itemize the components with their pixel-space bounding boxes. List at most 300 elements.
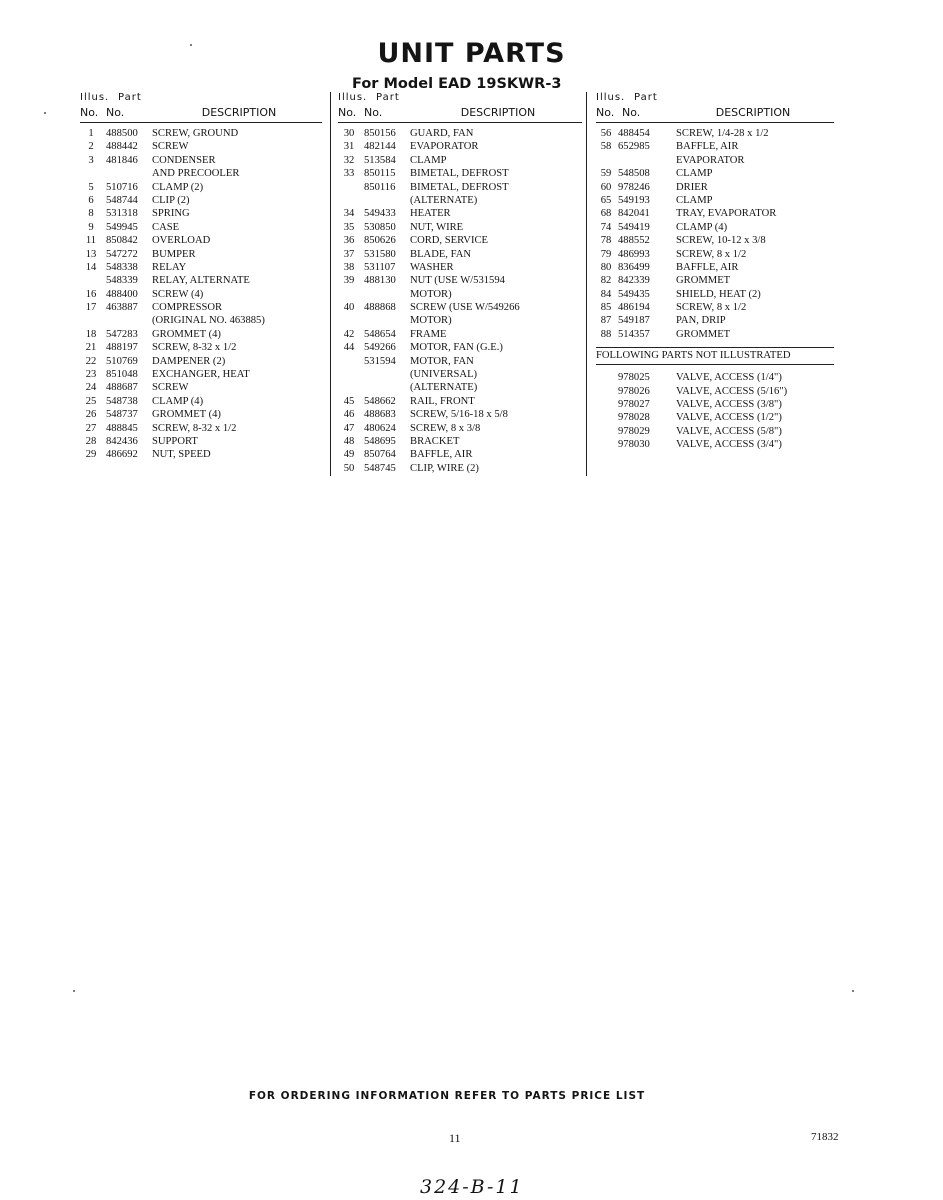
part-description: CLAMP	[676, 194, 713, 206]
part-description: GUARD, FAN	[410, 128, 474, 139]
part-row	[338, 140, 582, 153]
part-number: 488400	[106, 288, 138, 300]
illus-number	[338, 355, 360, 368]
parts-column-2	[338, 92, 582, 475]
part-number: 510716	[106, 181, 138, 193]
part-description: WASHER	[410, 261, 454, 273]
illus-number	[596, 385, 616, 398]
part-row	[338, 194, 582, 207]
description-label: DESCRIPTION	[715, 106, 791, 119]
part-description: CORD, SERVICE	[410, 235, 489, 247]
part-row	[596, 398, 834, 411]
illus-number: 17	[85, 302, 97, 314]
part-row	[596, 425, 834, 438]
part-description: GROMMET	[676, 275, 731, 287]
part-description: COMPRESSOR	[152, 302, 223, 314]
illus-number	[338, 194, 360, 207]
illus-number	[80, 314, 102, 327]
illus-number: 34	[343, 208, 355, 220]
part-number: 547272	[106, 248, 138, 260]
illus-number: 79	[600, 248, 612, 260]
part-description: EVAPORATOR	[410, 141, 479, 153]
part-row	[596, 328, 834, 341]
part-description: CASE	[152, 221, 180, 233]
illus-number: 39	[343, 275, 355, 287]
part-row	[338, 408, 582, 421]
illus-number: 36	[343, 235, 355, 247]
part-label: Part	[376, 92, 400, 103]
part-number: 488130	[364, 275, 396, 287]
illus-number: 24	[85, 382, 97, 394]
illus-number: 26	[85, 409, 97, 421]
part-row	[80, 167, 322, 180]
part-number	[616, 154, 676, 167]
column-header	[80, 104, 322, 123]
part-description: CLAMP (4)	[152, 395, 204, 407]
illus-number: 25	[85, 395, 97, 407]
part-number: 549433	[364, 208, 396, 220]
part-number: 549193	[618, 194, 650, 206]
part-number	[102, 167, 152, 180]
part-row	[596, 371, 834, 384]
illus-number: 18	[85, 328, 97, 340]
part-number: 548654	[364, 328, 396, 340]
illus-number: 84	[600, 288, 612, 300]
part-number: 486194	[618, 302, 650, 314]
part-row	[80, 328, 322, 341]
illus-number: 8	[88, 208, 94, 220]
part-description: CLAMP (4)	[676, 221, 728, 233]
part-number: 548737	[106, 409, 138, 421]
part-number: 488197	[106, 342, 138, 354]
illus-number: 14	[85, 261, 97, 273]
not-illustrated-heading: FOLLOWING PARTS NOT ILLUSTRATED	[596, 347, 834, 365]
part-description: MOTOR, FAN	[410, 355, 474, 367]
part-number	[360, 381, 410, 394]
illus-number: 35	[343, 221, 355, 233]
part-number: 549419	[618, 221, 650, 233]
illus-number	[596, 398, 616, 411]
part-description: CLIP (2)	[152, 194, 190, 206]
part-label: Part	[118, 92, 142, 103]
illus-number: 58	[600, 141, 612, 153]
part-description: NUT, WIRE	[410, 221, 464, 233]
part-row	[80, 448, 322, 461]
part-number: 547283	[106, 328, 138, 340]
part-row	[80, 234, 322, 247]
part-description: RELAY	[152, 261, 187, 273]
part-number: 463887	[106, 302, 138, 314]
part-number	[360, 368, 410, 381]
illus-number: 30	[343, 128, 355, 139]
part-description: CLAMP	[410, 154, 447, 166]
part-number: 851048	[106, 369, 138, 381]
part-number: 549945	[106, 221, 138, 233]
part-row	[596, 274, 834, 287]
part-number: 531594	[364, 355, 396, 367]
part-number: 488454	[618, 128, 650, 139]
part-description: SCREW (USE W/549266	[410, 302, 520, 314]
part-description: VALVE, ACCESS (5/16")	[676, 385, 788, 397]
column-header	[596, 104, 834, 123]
part-description: CLIP, WIRE (2)	[410, 462, 479, 474]
part-description: SCREW, 8 x 1/2	[676, 302, 747, 314]
parts-column-3	[596, 92, 834, 452]
part-description: BAFFLE, AIR	[410, 449, 473, 461]
part-row	[80, 395, 322, 408]
part-row	[338, 381, 582, 394]
part-description: SCREW, 8-32 x 1/2	[152, 422, 237, 434]
part-row	[596, 288, 834, 301]
part-row	[596, 261, 834, 274]
document-number: 71832	[811, 1131, 839, 1143]
part-description: SCREW, 1/4-28 x 1/2	[676, 128, 769, 139]
illus-no-label: No.	[596, 106, 615, 119]
part-description: GROMMET	[676, 328, 731, 340]
part-row	[596, 207, 834, 220]
part-number: 530850	[364, 221, 396, 233]
part-description: BIMETAL, DEFROST	[410, 168, 509, 180]
page-number: 11	[449, 1131, 461, 1145]
illus-number: 87	[600, 315, 612, 327]
part-number: 481846	[106, 154, 138, 166]
part-label: Part	[634, 92, 658, 103]
not-illustrated-list	[596, 371, 834, 451]
illus-number: 48	[343, 435, 355, 447]
part-number: 486993	[618, 248, 650, 260]
illus-number	[338, 314, 360, 327]
part-row	[338, 355, 582, 368]
part-description: BLADE, FAN	[410, 248, 472, 260]
part-description: NUT, SPEED	[152, 449, 211, 461]
part-row	[338, 248, 582, 261]
part-description: BUMPER	[152, 248, 196, 260]
part-row	[80, 248, 322, 261]
illus-number: 78	[600, 235, 612, 247]
part-number: 548745	[364, 462, 396, 474]
part-description: VALVE, ACCESS (1/4")	[676, 372, 782, 384]
part-number: 549266	[364, 342, 396, 354]
part-description: HEATER	[410, 208, 451, 220]
part-number	[360, 194, 410, 207]
parts-list	[596, 127, 834, 341]
part-description: SCREW, 8 x 1/2	[676, 248, 747, 260]
part-description: EVAPORATOR	[676, 154, 745, 166]
part-number: 548738	[106, 395, 138, 407]
part-description: SCREW (4)	[152, 288, 204, 300]
illus-number: 3	[88, 154, 94, 166]
part-row	[80, 261, 322, 274]
part-number: 488552	[618, 235, 650, 247]
part-number: 842339	[618, 275, 650, 287]
part-number: 850764	[364, 449, 396, 461]
part-description: NUT (USE W/531594	[410, 275, 505, 287]
part-number: 548695	[364, 435, 396, 447]
illus-number: 16	[85, 288, 97, 300]
part-row	[596, 411, 834, 424]
part-number: 482144	[364, 141, 396, 153]
part-row	[80, 368, 322, 381]
part-description: RAIL, FRONT	[410, 395, 475, 407]
part-description: BAFFLE, AIR	[676, 141, 739, 153]
part-number: 548744	[106, 194, 138, 206]
part-row	[596, 438, 834, 451]
illus-number: 45	[343, 395, 355, 407]
illus-number	[596, 411, 616, 424]
part-description: GROMMET (4)	[152, 409, 221, 421]
part-number: 850156	[364, 128, 396, 139]
part-description: BAFFLE, AIR	[676, 261, 739, 273]
part-no-label: No.	[622, 106, 641, 119]
part-description: OVERLOAD	[152, 235, 211, 247]
part-row	[338, 448, 582, 461]
illus-number: 6	[88, 194, 94, 206]
part-description: (ORIGINAL NO. 463885)	[152, 315, 265, 327]
part-row	[338, 261, 582, 274]
part-row	[596, 154, 834, 167]
part-row	[596, 248, 834, 261]
illus-number: 38	[343, 261, 355, 273]
part-description: BRACKET	[410, 435, 460, 447]
parts-list	[80, 127, 322, 462]
part-number: 978028	[618, 412, 650, 424]
illus-number	[80, 274, 102, 287]
illus-number	[596, 438, 616, 451]
part-description: TRAY, EVAPORATOR	[676, 208, 777, 220]
part-row	[596, 301, 834, 314]
illus-number	[596, 425, 616, 438]
part-description: DAMPENER (2)	[152, 355, 226, 367]
part-row	[80, 381, 322, 394]
part-row	[80, 355, 322, 368]
part-description: SCREW, GROUND	[152, 128, 239, 139]
illus-number: 60	[600, 181, 612, 193]
part-row	[80, 408, 322, 421]
part-number: 549435	[618, 288, 650, 300]
illus-number	[596, 371, 616, 384]
illus-no-label: No.	[80, 106, 99, 119]
part-description: GROMMET (4)	[152, 328, 221, 340]
part-row	[80, 435, 322, 448]
part-description: SUPPORT	[152, 435, 198, 447]
part-row	[80, 288, 322, 301]
part-row	[80, 301, 322, 314]
part-row	[80, 181, 322, 194]
part-description: VALVE, ACCESS (5/8")	[676, 425, 782, 437]
part-number: 480624	[364, 422, 396, 434]
part-description: VALVE, ACCESS (3/8")	[676, 399, 782, 411]
illus-number: 11	[85, 235, 97, 247]
part-row	[338, 167, 582, 180]
part-row	[80, 274, 322, 287]
illus-number: 40	[343, 302, 355, 314]
part-number: 978026	[618, 385, 650, 397]
part-description: MOTOR)	[410, 288, 452, 300]
illus-number: 33	[343, 168, 355, 180]
part-description: DRIER	[676, 181, 708, 193]
part-description: VALVE, ACCESS (1/2")	[676, 412, 782, 424]
part-description: SCREW, 8-32 x 1/2	[152, 342, 237, 354]
column-divider	[586, 92, 587, 476]
illus-number: 31	[343, 141, 355, 153]
column-header-top	[80, 92, 322, 104]
illus-number	[338, 368, 360, 381]
part-number: 978025	[618, 372, 650, 384]
part-row	[338, 207, 582, 220]
part-number: 488868	[364, 302, 396, 314]
illus-number: 42	[343, 328, 355, 340]
part-number: 978030	[618, 439, 650, 451]
illus-number: 1	[88, 128, 94, 139]
illus-number: 9	[88, 221, 94, 233]
illus-no-label: No.	[338, 106, 357, 119]
illus-label: Illus.	[596, 92, 626, 103]
part-number: 978027	[618, 399, 650, 411]
part-row	[80, 140, 322, 153]
part-number: 488500	[106, 128, 138, 139]
part-row	[338, 462, 582, 475]
illus-number: 46	[343, 409, 355, 421]
part-number	[102, 314, 152, 327]
part-row	[338, 422, 582, 435]
part-description: VALVE, ACCESS (3/4")	[676, 439, 782, 451]
part-description: SCREW	[152, 382, 189, 394]
illus-number: 5	[88, 181, 94, 193]
illus-number: 32	[343, 154, 355, 166]
part-number	[360, 288, 410, 301]
column-header-top	[596, 92, 834, 104]
scan-speck	[44, 112, 46, 114]
part-description: SCREW	[152, 141, 189, 153]
part-number: 488683	[364, 409, 396, 421]
part-number: 836499	[618, 261, 650, 273]
column-header	[338, 104, 582, 123]
part-row	[338, 288, 582, 301]
part-no-label: No.	[364, 106, 383, 119]
handwritten-note: 324-B-11	[420, 1176, 524, 1198]
part-description: (UNIVERSAL)	[410, 369, 478, 381]
part-number: 531107	[364, 261, 396, 273]
part-number: 548339	[106, 275, 138, 287]
part-row	[338, 154, 582, 167]
part-row	[338, 274, 582, 287]
part-row	[596, 167, 834, 180]
illus-number: 21	[85, 342, 97, 354]
illus-number: 47	[343, 422, 355, 434]
part-number: 652985	[618, 141, 650, 153]
part-description: EXCHANGER, HEAT	[152, 369, 250, 381]
description-label: DESCRIPTION	[201, 106, 277, 119]
illus-number: 22	[85, 355, 97, 367]
part-number: 488687	[106, 382, 138, 394]
part-row	[338, 328, 582, 341]
illus-number: 68	[600, 208, 612, 220]
part-row	[80, 154, 322, 167]
part-row	[80, 194, 322, 207]
part-description: MOTOR, FAN (G.E.)	[410, 342, 503, 354]
part-row	[596, 194, 834, 207]
part-number: 548338	[106, 261, 138, 273]
column-header-top	[338, 92, 582, 104]
page-title: UNIT PARTS	[377, 38, 566, 69]
part-number: 548508	[618, 168, 650, 180]
illus-number: 85	[600, 302, 612, 314]
part-description: SPRING	[152, 208, 190, 220]
scan-speck	[190, 44, 192, 46]
part-row	[596, 234, 834, 247]
part-number: 842041	[618, 208, 650, 220]
illus-number: 29	[85, 449, 97, 461]
illus-number: 59	[600, 168, 612, 180]
page-subtitle: For Model EAD 19SKWR-3	[352, 76, 562, 92]
part-number: 850115	[364, 168, 396, 180]
part-row	[338, 221, 582, 234]
part-description: CLAMP (2)	[152, 181, 204, 193]
part-row	[596, 127, 834, 140]
parts-list	[338, 127, 582, 475]
part-number: 978029	[618, 425, 650, 437]
part-row	[596, 385, 834, 398]
part-row	[338, 234, 582, 247]
part-row	[338, 368, 582, 381]
part-description: FRAME	[410, 328, 447, 340]
part-number: 486692	[106, 449, 138, 461]
part-number	[360, 314, 410, 327]
part-description: SCREW, 10-12 x 3/8	[676, 235, 766, 247]
illus-number: 13	[85, 248, 97, 260]
illus-number: 65	[600, 194, 612, 206]
part-description: CONDENSER	[152, 154, 216, 166]
illus-number: 50	[343, 462, 355, 474]
ordering-note: FOR ORDERING INFORMATION REFER TO PARTS PRICE LIST	[248, 1090, 646, 1102]
part-number: 548662	[364, 395, 396, 407]
part-number: 531318	[106, 208, 138, 220]
part-description: CLAMP	[676, 168, 713, 180]
illus-number	[338, 181, 360, 194]
column-divider	[330, 92, 331, 476]
illus-number: 74	[600, 221, 612, 233]
illus-number: 2	[88, 141, 94, 153]
part-row	[338, 314, 582, 327]
part-row	[338, 181, 582, 194]
part-description: (ALTERNATE)	[410, 194, 478, 206]
part-description: SCREW, 8 x 3/8	[410, 422, 481, 434]
scan-speck	[852, 990, 854, 992]
illus-number: 82	[600, 275, 612, 287]
part-row	[596, 221, 834, 234]
illus-number: 88	[600, 328, 612, 340]
part-number: 842436	[106, 435, 138, 447]
description-label: DESCRIPTION	[460, 106, 536, 119]
part-row	[596, 314, 834, 327]
part-row	[80, 341, 322, 354]
part-number: 513584	[364, 154, 396, 166]
illus-number: 44	[343, 342, 355, 354]
part-number: 514357	[618, 328, 650, 340]
part-row	[596, 140, 834, 153]
part-row	[80, 127, 322, 140]
illus-number: 80	[600, 261, 612, 273]
illus-label: Illus.	[338, 92, 368, 103]
part-number: 978246	[618, 181, 650, 193]
illus-number: 28	[85, 435, 97, 447]
part-number: 850842	[106, 235, 138, 247]
part-row	[338, 127, 582, 140]
part-description: MOTOR)	[410, 315, 452, 327]
part-row	[80, 314, 322, 327]
illus-number: 56	[600, 128, 612, 139]
part-number: 488845	[106, 422, 138, 434]
